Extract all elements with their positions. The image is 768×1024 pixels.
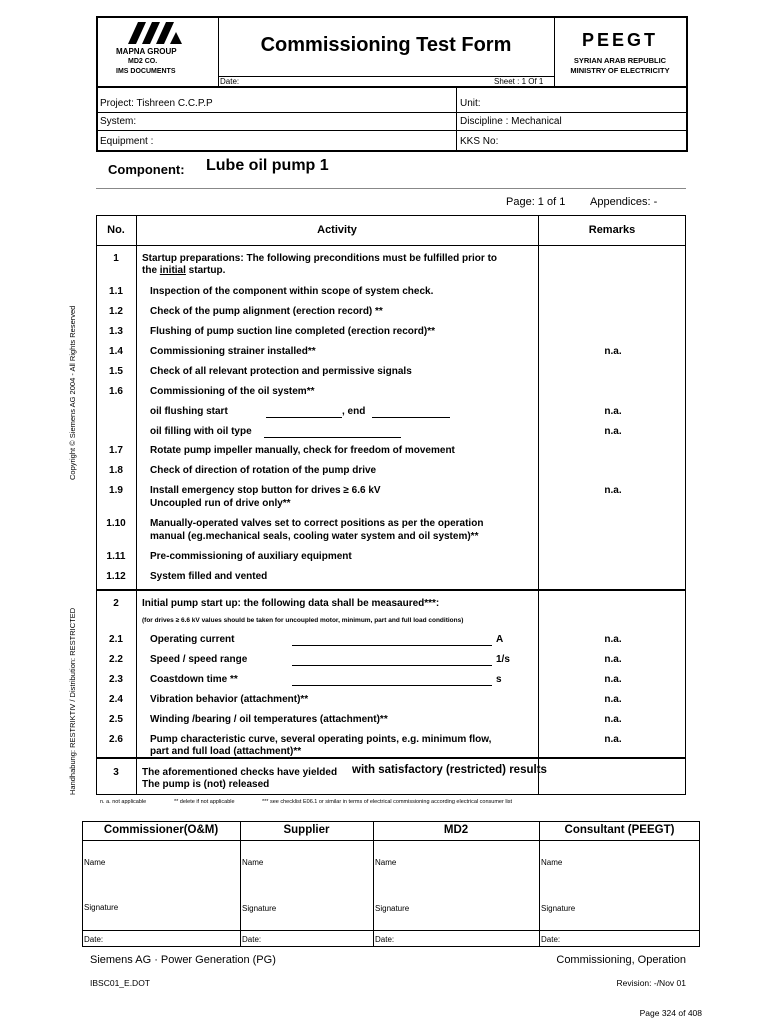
page-info: Page: 1 of 1 [506, 196, 566, 208]
item-text: Install emergency stop button for drives ≥ 6.6 kV [150, 485, 381, 496]
logo-cell [98, 18, 219, 86]
divider [96, 188, 686, 189]
section-2-intro: Initial pump start up: the following data shall be measaured***: [142, 598, 440, 609]
item-number: 1.7 [109, 445, 123, 456]
blank-line[interactable] [266, 417, 342, 418]
text-part-underlined: initial [159, 265, 186, 276]
item-text: Check of the pump alignment (erection record) ** [150, 306, 383, 317]
restriction-text: Handhabung: RESTRIKTIV / Distribution: RESTRICTED [68, 607, 77, 795]
copyright-text: Copyright © Siemens AG 2004 - All Rights Reserved [68, 305, 77, 480]
item-text: Commissioning of the oil system** [150, 386, 315, 397]
org-name: PEEGT [581, 30, 658, 50]
page-title: Commissioning Test Form [260, 34, 512, 56]
title-cell [218, 18, 555, 76]
item-number: 1.9 [109, 485, 123, 496]
item-text: Uncoupled run of drive only** [150, 498, 291, 509]
remark-na: n.a. [604, 654, 622, 665]
item-number: 1.4 [109, 346, 123, 357]
divider [98, 112, 686, 113]
name-label: Name [84, 858, 106, 867]
logo-text-1: MAPNA GROUP [116, 47, 177, 56]
unit-field: Unit: [460, 98, 481, 109]
name-label: Name [541, 858, 563, 867]
item-text: Vibration behavior (attachment)** [150, 694, 309, 705]
footer-company: Siemens AG · Power Generation (PG) [90, 954, 276, 966]
section-1-intro-2 [142, 265, 225, 276]
item-number: 2.3 [109, 674, 123, 685]
footnote-delete: ** delete if not applicable [174, 799, 235, 805]
date-label: Date: [375, 935, 395, 944]
item-text: oil flushing start [150, 406, 228, 417]
date-label: Date: [242, 935, 262, 944]
item-text: Operating current [150, 634, 235, 645]
divider [98, 86, 686, 88]
item-text: Inspection of the component within scope of system check. [150, 286, 434, 297]
date-label: Date: [84, 935, 104, 944]
signature-label: Signature [375, 904, 410, 913]
blank-line[interactable] [292, 645, 492, 646]
divider [82, 930, 700, 931]
item-number: 1.8 [109, 465, 123, 476]
remark-na: n.a. [604, 346, 622, 357]
section-3-result: with satisfactory (restricted) results [352, 764, 547, 776]
divider [136, 215, 137, 795]
blank-line[interactable] [292, 665, 492, 666]
divider [82, 840, 700, 841]
divider [96, 757, 686, 759]
col-header-remarks: Remarks [588, 224, 636, 236]
peegt-cell [554, 18, 686, 86]
item-text: oil filling with oil type [150, 426, 252, 437]
equipment-field: Equipment : [100, 136, 154, 147]
remark-na: n.a. [604, 714, 622, 725]
org-line-2: MINISTRY OF ELECTRICITY [570, 66, 670, 75]
logo-text-3: IMS DOCUMENTS [116, 68, 176, 75]
signature-label: Signature [242, 904, 277, 913]
footnote-checklist: *** see checklist E06.1 or similar in terms of electrical commissioning according electrical consumer list [262, 799, 513, 805]
header-box [96, 16, 688, 152]
section-2-note: (for drives ≥ 6.6 kV values should be taken for uncoupled motor, minimum, part and full load conditions) [142, 617, 464, 624]
remark-na: n.a. [604, 674, 622, 685]
section-number: 1 [113, 253, 119, 264]
section-number: 3 [113, 767, 119, 778]
discipline-field: Discipline : Mechanical [460, 116, 562, 127]
text-part: the [142, 265, 160, 276]
item-text: Manually-operated valves set to correct positions as per the operation [150, 518, 484, 529]
blank-line[interactable] [372, 417, 450, 418]
item-number: 2.1 [109, 634, 123, 645]
item-text: part and full load (attachment)** [150, 746, 302, 757]
item-number: 1.1 [109, 286, 123, 297]
item-text: Pump characteristic curve, several operating points, e.g. minimum flow, [150, 734, 492, 745]
remark-na: n.a. [604, 485, 622, 496]
item-text: Check of all relevant protection and permissive signals [150, 366, 412, 377]
component-value: Lube oil pump 1 [206, 157, 329, 174]
unit-label: 1/s [496, 654, 510, 665]
item-number: 1.11 [106, 551, 126, 562]
item-number: 1.2 [109, 306, 123, 317]
signature-label: Signature [84, 903, 119, 912]
section-3-text: The aforementioned checks have yielded [142, 767, 338, 778]
footer-revision: Revision: -/Nov 01 [616, 978, 686, 988]
item-text: System filled and vented [150, 571, 268, 582]
kks-field: KKS No: [460, 136, 499, 147]
sig-col-commissioner: Commissioner(O&M) [103, 824, 219, 836]
item-text: Winding /bearing / oil temperatures (attachment)** [150, 714, 388, 725]
name-label: Name [242, 858, 264, 867]
mapna-logo-icon [124, 20, 184, 46]
name-label: Name [375, 858, 397, 867]
divider [96, 245, 686, 246]
item-number: 1.10 [106, 518, 126, 529]
item-text: Rotate pump impeller manually, check for freedom of movement [150, 445, 455, 456]
remark-na: n.a. [604, 426, 622, 437]
item-number: 1.6 [109, 386, 123, 397]
blank-line[interactable] [264, 437, 401, 438]
component-label: Component: [108, 162, 185, 177]
item-number: 1.5 [109, 366, 123, 377]
item-text: Speed / speed range [150, 654, 248, 665]
sig-col-md2: MD2 [443, 824, 469, 836]
footer-doc: IBSC01_E.DOT [90, 978, 150, 988]
date-label: Date: [220, 77, 240, 86]
org-line-1: SYRIAN ARAB REPUBLIC [573, 56, 667, 65]
remark-na: n.a. [604, 734, 622, 745]
item-number: 2.6 [109, 734, 123, 745]
item-text: Flushing of pump suction line completed (erection record)** [150, 326, 436, 337]
col-header-no: No. [107, 224, 125, 236]
project-field: Project: Tishreen C.C.P.P [100, 98, 213, 109]
divider [538, 215, 539, 795]
date-label: Date: [541, 935, 561, 944]
remark-na: n.a. [604, 406, 622, 417]
blank-line[interactable] [292, 685, 492, 686]
logo-text-2: MD2 CO. [128, 58, 158, 65]
item-number: 1.3 [109, 326, 123, 337]
divider [96, 589, 686, 591]
footer-page: Page 324 of 408 [639, 1008, 702, 1018]
section-3-release: The pump is (not) released [142, 779, 270, 790]
appendices: Appendices: - [590, 196, 658, 208]
sig-col-supplier: Supplier [283, 824, 330, 836]
item-number: 2.5 [109, 714, 123, 725]
footer-department: Commissioning, Operation [556, 954, 686, 966]
remark-na: n.a. [604, 634, 622, 645]
item-text: Check of direction of rotation of the pump drive [150, 465, 377, 476]
divider [456, 88, 457, 150]
divider [98, 130, 686, 131]
item-text: Commissioning strainer installed** [150, 346, 316, 357]
section-number: 2 [113, 598, 119, 609]
item-number: 1.12 [106, 571, 126, 582]
unit-label: A [496, 634, 504, 645]
system-field: System: [100, 116, 137, 127]
item-text: Coastdown time ** [150, 674, 238, 685]
item-number: 2.2 [109, 654, 123, 665]
remark-na: n.a. [604, 694, 622, 705]
section-1-intro: Startup preparations: The following preconditions must be fulfilled prior to [142, 253, 498, 264]
item-number: 2.4 [109, 694, 123, 705]
unit-label: s [496, 674, 502, 685]
sheet-label: Sheet : 1 Of 1 [494, 77, 544, 86]
signature-label: Signature [541, 904, 576, 913]
col-header-activity: Activity [317, 224, 357, 236]
sig-col-consultant: Consultant (PEEGT) [564, 824, 675, 836]
item-text: manual (eg.mechanical seals, cooling water system and oil system)** [150, 531, 479, 542]
item-text: Pre-commissioning of auxiliary equipment [150, 551, 352, 562]
footnote-na: n. a. not applicable [100, 799, 147, 805]
end-label: , end [342, 406, 366, 417]
text-part: startup. [185, 265, 226, 276]
